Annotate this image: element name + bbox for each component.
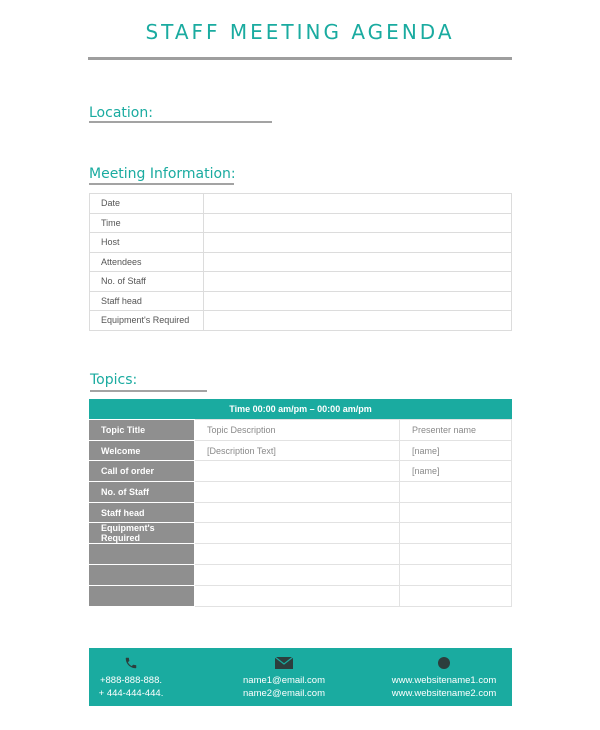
topic-description-cell[interactable] [195, 523, 400, 544]
meeting-info-row [90, 194, 512, 214]
meeting-info-underline [89, 183, 234, 185]
topics-label: Topics: [90, 372, 138, 388]
topic-presenter-cell[interactable]: Presenter name [400, 420, 512, 441]
contact-footer [89, 648, 512, 706]
phone-icon [124, 656, 138, 673]
meeting-info-field-value[interactable] [204, 291, 512, 311]
email-line-1: name1@email.com [243, 675, 325, 686]
page-title: STAFF MEETING AGENDA [145, 20, 455, 44]
location-label: Location: [89, 105, 153, 121]
topics-underline [90, 390, 207, 392]
globe-dot-icon [437, 656, 451, 673]
topic-row [89, 420, 512, 441]
meeting-info-field-label: Staff head [90, 291, 204, 311]
topic-description-cell[interactable] [195, 565, 400, 586]
phone-line-2: + 444-444-444. [98, 688, 164, 699]
meeting-info-label: Meeting Information: [89, 166, 236, 182]
topic-presenter-cell[interactable] [400, 523, 512, 544]
meeting-info-row [90, 291, 512, 311]
meeting-info-field-value[interactable] [204, 272, 512, 292]
meeting-info-field-label: Host [90, 233, 204, 253]
meeting-info-row [90, 272, 512, 292]
topic-title-cell: No. of Staff [89, 482, 195, 503]
topics-table [89, 419, 512, 607]
topic-description-cell[interactable] [195, 461, 400, 482]
meeting-info-field-value[interactable] [204, 194, 512, 214]
topic-row [89, 482, 512, 503]
topic-presenter-cell[interactable] [400, 565, 512, 586]
topic-title-cell: Call of order [89, 461, 195, 482]
topic-row [89, 544, 512, 565]
meeting-info-field-label: Equipment's Required [90, 311, 204, 331]
title-divider [88, 57, 512, 60]
meeting-info-row [90, 233, 512, 253]
topic-title-cell [89, 585, 195, 606]
topic-title-cell: Welcome [89, 440, 195, 461]
meeting-info-field-value[interactable] [204, 311, 512, 331]
meeting-info-field-value[interactable] [204, 252, 512, 272]
topic-description-cell[interactable] [195, 502, 400, 523]
phone-line-1: +888-888-888. [99, 675, 163, 686]
meeting-info-row [90, 252, 512, 272]
topics-time-header: Time 00:00 am/pm – 00:00 am/pm [89, 399, 512, 419]
topic-description-cell[interactable] [195, 544, 400, 565]
meeting-info-field-value[interactable] [204, 213, 512, 233]
website-line-1: www.websitename1.com [391, 675, 497, 686]
location-underline [89, 121, 272, 123]
topic-row [89, 461, 512, 482]
envelope-icon [274, 656, 294, 673]
topic-description-cell[interactable]: [Description Text] [195, 440, 400, 461]
topic-row [89, 502, 512, 523]
topic-presenter-cell[interactable]: [name] [400, 461, 512, 482]
website-line-2: www.websitename2.com [391, 688, 497, 699]
meeting-info-field-label: Date [90, 194, 204, 214]
meeting-info-table [89, 193, 512, 331]
topic-title-cell [89, 565, 195, 586]
email-line-2: name2@email.com [243, 688, 325, 699]
topic-title-cell: Staff head [89, 502, 195, 523]
footer-email [234, 648, 334, 706]
topic-row [89, 585, 512, 606]
topic-presenter-cell[interactable] [400, 544, 512, 565]
topic-row [89, 523, 512, 544]
topics-table-block [89, 399, 512, 607]
topic-presenter-cell[interactable] [400, 585, 512, 606]
meeting-info-field-value[interactable] [204, 233, 512, 253]
topic-description-cell[interactable] [195, 585, 400, 606]
topic-title-cell: Topic Title [89, 420, 195, 441]
topic-title-cell: Equipment's Required [89, 523, 195, 544]
topic-presenter-cell[interactable]: [name] [400, 440, 512, 461]
meeting-info-field-label: No. of Staff [90, 272, 204, 292]
footer-website [389, 648, 499, 706]
topic-row [89, 440, 512, 461]
meeting-info-row [90, 311, 512, 331]
meeting-info-field-label: Time [90, 213, 204, 233]
topic-row [89, 565, 512, 586]
topic-title-cell [89, 544, 195, 565]
topic-presenter-cell[interactable] [400, 502, 512, 523]
topic-description-cell[interactable]: Topic Description [195, 420, 400, 441]
meeting-info-row [90, 213, 512, 233]
meeting-info-field-label: Attendees [90, 252, 204, 272]
topic-presenter-cell[interactable] [400, 482, 512, 503]
topic-description-cell[interactable] [195, 482, 400, 503]
footer-phone [89, 648, 173, 706]
